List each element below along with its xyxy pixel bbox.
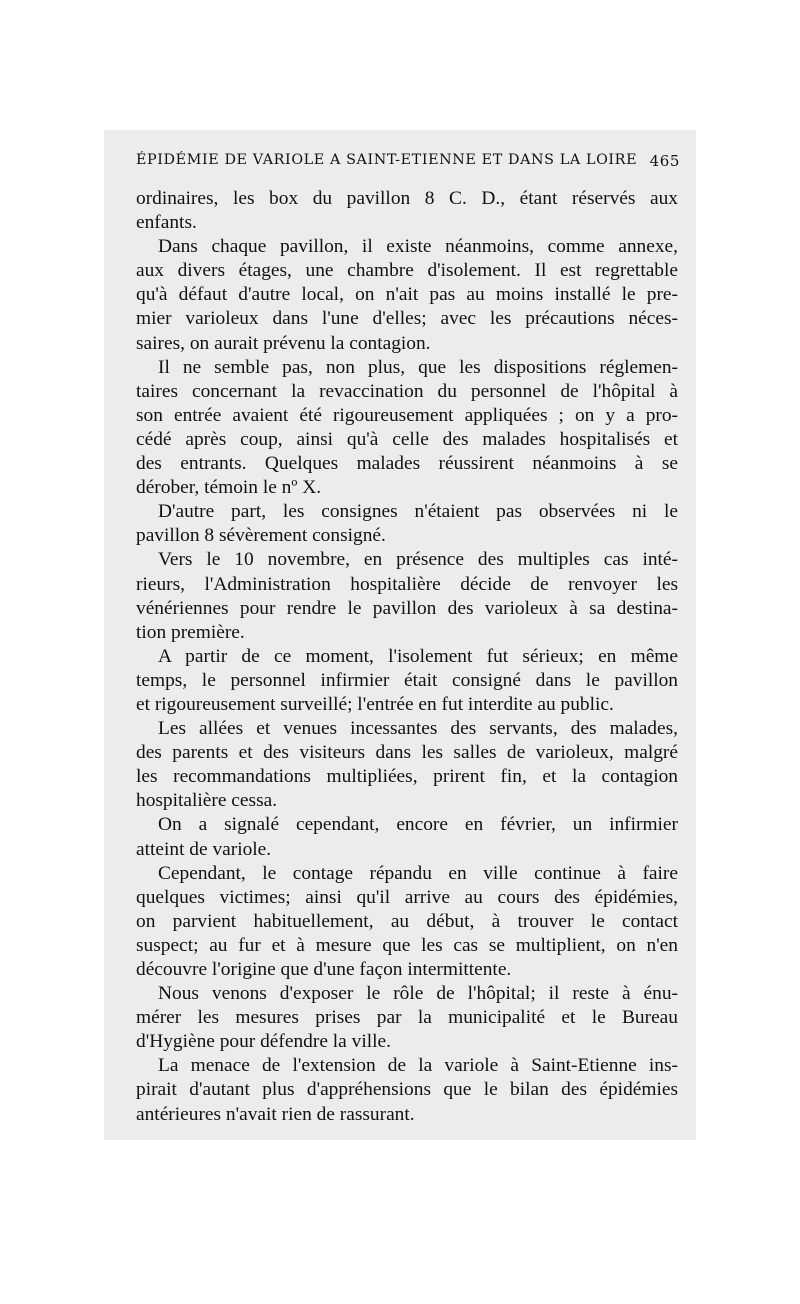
paragraph	[136, 645, 678, 717]
text-line: suspect; au fur et à mesure que les cas se multiplient, on n'en	[136, 934, 678, 956]
paragraph	[136, 187, 678, 235]
text-line: vénériennes pour rendre le pavillon des varioleux à sa destina-	[136, 597, 678, 619]
paragraph	[136, 862, 678, 982]
text-line: qu'à défaut d'autre local, on n'ait pas au moins installé le pre-	[136, 284, 678, 306]
text-line: Nous venons d'exposer le rôle de l'hôpital; il reste à énu-	[158, 983, 678, 1005]
paragraph	[136, 982, 678, 1054]
text-line: mérer les mesures prises par la municipalité et le Bureau	[136, 1007, 678, 1029]
text-line: mier varioleux dans l'une d'elles; avec les précautions néces-	[136, 308, 678, 330]
text-line: et rigoureusement surveillé; l'entrée en fut interdite au public.	[136, 693, 614, 715]
text-line: pavillon 8 sévèrement consigné.	[136, 525, 386, 547]
paragraph	[136, 813, 678, 861]
text-line: hospitalière cessa.	[136, 790, 278, 812]
text-line: taires concernant la revaccination du personnel de l'hôpital à	[136, 380, 678, 402]
text-line: Cependant, le contage répandu en ville continue à faire	[158, 862, 678, 884]
text-line: antérieures n'avait rien de rassurant.	[136, 1103, 415, 1125]
text-line: Les allées et venues incessantes des servants, des malades,	[158, 718, 678, 740]
paragraph	[136, 356, 678, 501]
text-line: son entrée avaient été rigoureusement appliquées ; on y a pro-	[136, 404, 678, 426]
paragraph	[136, 1054, 678, 1126]
text-line: pirait d'autant plus d'appréhensions que le bilan des épidémies	[136, 1079, 678, 1101]
body-text	[136, 187, 678, 1127]
text-line: on parvient habituellement, au début, à trouver le contact	[136, 910, 678, 932]
text-line: A partir de ce moment, l'isolement fut sérieux; en même	[158, 645, 678, 667]
text-line: D'autre part, les consignes n'étaient pas observées ni le	[158, 501, 678, 523]
text-line: La menace de l'extension de la variole à Saint-Etienne ins-	[158, 1055, 678, 1077]
text-line: saires, on aurait prévenu la contagion.	[136, 332, 431, 354]
text-line: rieurs, l'Administration hospitalière décide de renvoyer les	[136, 573, 678, 595]
text-line: les recommandations multipliées, prirent fin, et la contagion	[136, 766, 678, 788]
text-line: temps, le personnel infirmier était consigné dans le pavillon	[136, 669, 678, 691]
text-line: d'Hygiène pour défendre la ville.	[136, 1031, 391, 1053]
paragraph	[136, 717, 678, 813]
text-line: atteint de variole.	[136, 838, 272, 860]
text-line: ordinaires, les box du pavillon 8 C. D., étant réservés aux	[136, 188, 678, 209]
text-line: découvre l'origine que d'une façon intermittente.	[136, 959, 512, 980]
text-line: des entrants. Quelques malades réussirent néanmoins à se	[136, 453, 678, 475]
paragraph	[136, 548, 678, 644]
text-line: enfants.	[136, 212, 197, 234]
text-line: aux divers étages, une chambre d'isolement. Il est regrettable	[136, 260, 678, 282]
text-line: cédé après coup, ainsi qu'à celle des malades hospitalisés et	[136, 428, 678, 450]
text-line: Dans chaque pavillon, il existe néanmoins, comme annexe,	[158, 236, 678, 258]
text-line: quelques victimes; ainsi qu'il arrive au cours des épidémies,	[136, 886, 678, 908]
paragraph	[136, 235, 678, 355]
text-line: Il ne semble pas, non plus, que les dispositions réglemen-	[158, 356, 678, 378]
text-line: tion première.	[136, 621, 245, 643]
text-line: On a signalé cependant, encore en février, un infirmier	[158, 814, 678, 836]
running-title: ÉPIDÉMIE DE VARIOLE A SAINT-ETIENNE ET DANS LA LOIRE	[136, 152, 638, 168]
paragraph	[136, 500, 678, 548]
text-line: Vers le 10 novembre, en présence des multiples cas inté-	[158, 549, 678, 571]
page-number: 465	[649, 152, 680, 170]
text-line: des parents et des visiteurs dans les salles de varioleux, malgré	[136, 742, 678, 764]
text-line: dérober, témoin le nº X.	[136, 477, 322, 499]
